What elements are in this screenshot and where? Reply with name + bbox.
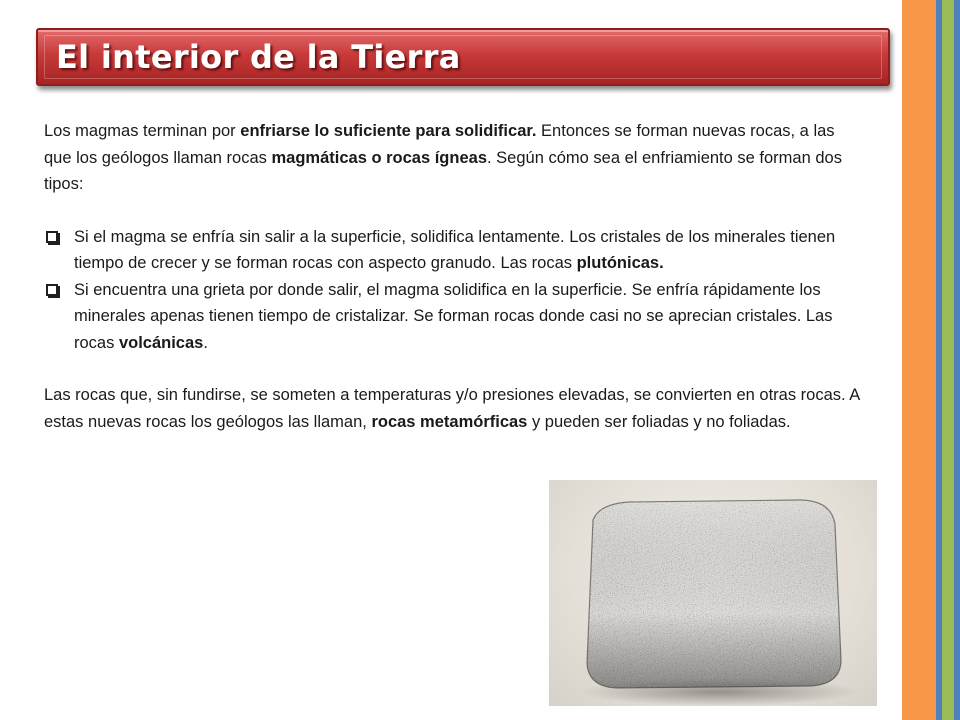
bullet-bold: volcánicas <box>118 333 204 352</box>
bullet-text: Si el magma se enfría sin salir a la superficie, solidifica lentamente. Los cristales de los minerales tienen tiempo de crecer y se forman rocas con aspecto granudo. Las rocas <box>74 227 836 272</box>
granite-rock-photo <box>549 480 877 706</box>
intro-text-2: Entonces se forman nuevas rocas, a las que los geólogos llaman rocas <box>44 122 835 167</box>
blue-side-stripe-outer <box>954 0 960 720</box>
bullet-tail: . <box>203 333 208 352</box>
intro-text-1: Los magmas terminan por <box>44 122 241 140</box>
intro-paragraph <box>44 118 864 198</box>
rock-type-list <box>44 224 864 357</box>
intro-bold-1: enfriarse lo suficiente para solidificar. <box>240 122 537 140</box>
closing-bold: rocas metamórficas <box>371 412 528 431</box>
closing-text-1: Las rocas que, sin fundirse, se someten a temperaturas y/o presiones elevadas, se convierten en otras rocas. A estas nuevas rocas los geólogos las llaman, <box>44 386 860 431</box>
granite-rock-icon <box>549 480 877 706</box>
closing-text-2: y pueden ser foliadas y no foliadas. <box>527 412 791 431</box>
spacer <box>44 356 864 382</box>
intro-text-3: . Según cómo sea el enfriamiento se forman dos tipos: <box>44 148 842 193</box>
list-item <box>44 277 864 357</box>
intro-bold-2: magmáticas o rocas ígneas <box>271 148 487 167</box>
list-item <box>44 224 864 277</box>
slide-body <box>44 118 864 435</box>
green-side-stripe <box>942 0 954 720</box>
bullet-text: Si encuentra una grieta por donde salir, el magma solidifica en la superficie. Se enfría rápidamente los minerales apenas tienen tiempo de cristalizar. Se forman rocas donde casi no se aprecian cristales. Las rocas <box>74 280 833 352</box>
checkbox-bullet-icon <box>46 231 58 243</box>
closing-paragraph <box>44 382 864 435</box>
slide-title: El interior de la Tierra <box>56 38 461 76</box>
title-banner <box>36 28 890 86</box>
bullet-bold: plutónicas. <box>576 254 664 272</box>
orange-side-stripe <box>902 0 936 720</box>
spacer <box>44 198 864 224</box>
checkbox-bullet-icon <box>46 284 58 296</box>
